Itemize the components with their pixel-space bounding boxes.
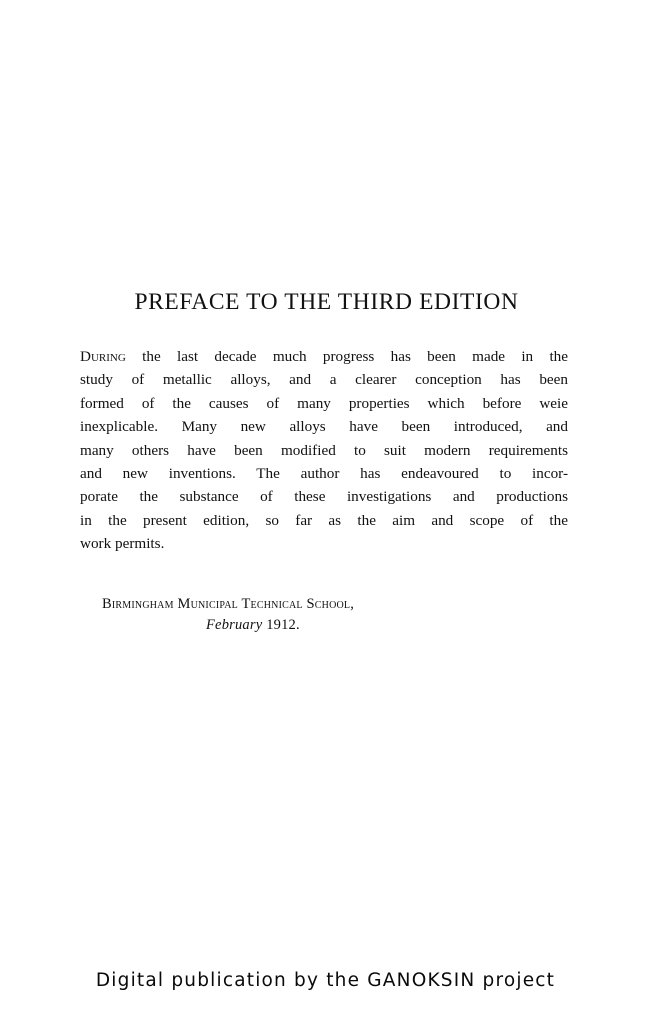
date-month: February: [206, 617, 263, 633]
date-line: [102, 615, 354, 636]
paragraph-line: in the present edition, so far as the aim and scope of the: [80, 511, 568, 529]
preface-paragraph: [80, 345, 568, 556]
page-title: PREFACE TO THE THIRD EDITION: [134, 289, 519, 315]
paragraph-line: porate the substance of these investigations and productions: [80, 488, 568, 506]
paragraph-line: inexplicable. Many new alloys have been introduced, and: [80, 418, 568, 436]
footer-credit: Digital publication by the GANOKSIN project: [95, 970, 556, 991]
paragraph-line: and new inventions. The author has endeavoured to incor-: [80, 465, 568, 483]
date-year: 1912.: [266, 617, 300, 633]
paragraph-line-text: the last decade much progress has been made in the: [142, 348, 569, 365]
paragraph-line: study of metallic alloys, and a clearer conception has been: [80, 371, 568, 389]
institution-name: Birmingham Municipal Technical School,: [102, 596, 355, 612]
paragraph-line: many others have been modified to suit modern requirements: [80, 441, 568, 459]
lead-word: During: [80, 348, 126, 365]
paragraph-line: formed of the causes of many properties which before weie: [80, 394, 568, 412]
paragraph-line: work permits.: [80, 535, 165, 553]
paragraph-line: [80, 345, 568, 368]
signature-block: [102, 594, 354, 636]
